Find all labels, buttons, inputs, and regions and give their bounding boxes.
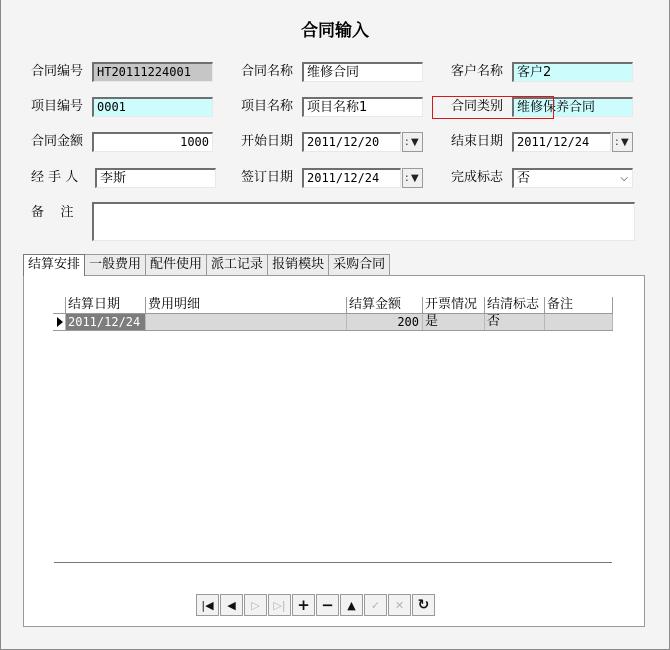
tab-reimbursement[interactable]: 报销模块: [267, 254, 329, 275]
column-header[interactable]: 结清标志: [485, 297, 545, 313]
project-no-label: 项目编号: [31, 99, 84, 114]
customer-name-field[interactable]: 客户2: [512, 62, 633, 82]
tab-purchase-contracts[interactable]: 采购合同: [328, 254, 390, 275]
handler-label: 经 手 人: [31, 170, 79, 185]
project-no-field[interactable]: 0001: [92, 97, 213, 117]
contract-type-field[interactable]: 维修保养合同: [512, 97, 633, 117]
grid-indicator-header: [53, 297, 66, 313]
grid-header: [53, 297, 613, 314]
grid-bottom-divider: [54, 562, 612, 563]
remarks-textarea[interactable]: [92, 202, 635, 241]
start-date-field[interactable]: 2011/12/20: [302, 132, 401, 152]
cancel-icon: ✕: [394, 598, 405, 612]
page-title: 合同输入: [301, 21, 369, 41]
cell-settled-flag[interactable]: 否: [485, 314, 545, 330]
delete-record-button[interactable]: [316, 594, 339, 616]
customer-name-label: 客户名称: [451, 64, 504, 79]
contract-type-label: 合同类别: [451, 99, 504, 114]
start-date-dropdown-button[interactable]: : ▼: [402, 132, 423, 152]
sign-date-field[interactable]: 2011/12/24: [302, 168, 401, 188]
post-record-button[interactable]: [364, 594, 387, 616]
tab-general-expenses[interactable]: 一般费用: [84, 254, 146, 275]
end-date-dropdown-button[interactable]: : ▼: [612, 132, 633, 152]
tab-parts-usage[interactable]: 配件使用: [145, 254, 207, 275]
table-row[interactable]: [53, 314, 613, 331]
chevron-down-icon: ▼: [411, 137, 419, 148]
column-header[interactable]: 开票情况: [423, 297, 485, 313]
detail-tabs: [23, 254, 389, 275]
project-name-field[interactable]: 项目名称1: [302, 97, 423, 117]
prior-icon: ◀: [227, 598, 236, 612]
contract-amount-label: 合同金额: [31, 134, 84, 149]
column-header[interactable]: 结算金额: [347, 297, 423, 313]
cell-expense-detail[interactable]: [146, 314, 347, 330]
chevron-down-icon: ▼: [621, 137, 629, 148]
column-header[interactable]: 费用明细: [146, 297, 347, 313]
last-record-button[interactable]: [268, 594, 291, 616]
tab-dispatch-records[interactable]: 派工记录: [206, 254, 268, 275]
start-date-label: 开始日期: [241, 134, 294, 149]
remarks-label: 备 注: [31, 205, 74, 220]
minus-icon: −: [321, 596, 334, 614]
db-navigator: [196, 594, 436, 616]
handler-field[interactable]: 李斯: [95, 168, 216, 188]
focus-highlight-box: [432, 96, 554, 119]
contract-name-field[interactable]: 维修合同: [302, 62, 423, 82]
check-icon: ✓: [370, 598, 381, 612]
cell-settlement-date[interactable]: 2011/12/24: [66, 314, 146, 330]
contract-no-field[interactable]: HT20111224001: [92, 62, 213, 82]
settlement-grid[interactable]: [53, 297, 613, 331]
contract-name-label: 合同名称: [241, 64, 294, 79]
cell-settlement-amount[interactable]: 200: [347, 314, 423, 330]
cancel-edit-button[interactable]: [388, 594, 411, 616]
cell-invoice-status[interactable]: 是: [423, 314, 485, 330]
complete-flag-value: 否: [517, 171, 531, 186]
contract-no-label: 合同编号: [31, 64, 84, 79]
column-header[interactable]: 备注: [545, 297, 613, 313]
tab-settlement[interactable]: 结算安排: [23, 254, 85, 276]
edit-record-button[interactable]: [340, 594, 363, 616]
end-date-label: 结束日期: [451, 134, 504, 149]
next-icon: ▷: [251, 598, 260, 612]
row-pointer-icon: [53, 314, 66, 330]
edit-icon: ▲: [347, 598, 356, 612]
contract-amount-field[interactable]: 1000: [92, 132, 213, 152]
prior-record-button[interactable]: [220, 594, 243, 616]
chevron-down-icon: ▼: [411, 173, 419, 184]
next-record-button[interactable]: [244, 594, 267, 616]
last-icon: ▷|: [273, 598, 286, 612]
refresh-icon: ↻: [417, 597, 430, 613]
chevron-down-icon: ⌵: [620, 173, 628, 184]
plus-icon: +: [297, 596, 310, 614]
first-record-button[interactable]: [196, 594, 219, 616]
sign-date-label: 签订日期: [241, 170, 294, 185]
end-date-field[interactable]: 2011/12/24: [512, 132, 611, 152]
first-icon: |◀: [201, 598, 214, 612]
complete-flag-label: 完成标志: [451, 170, 504, 185]
sign-date-dropdown-button[interactable]: : ▼: [402, 168, 423, 188]
column-header[interactable]: 结算日期: [66, 297, 146, 313]
cell-note[interactable]: [545, 314, 613, 330]
complete-flag-select[interactable]: [512, 168, 633, 188]
refresh-button[interactable]: [412, 594, 435, 616]
project-name-label: 项目名称: [241, 99, 294, 114]
insert-record-button[interactable]: [292, 594, 315, 616]
